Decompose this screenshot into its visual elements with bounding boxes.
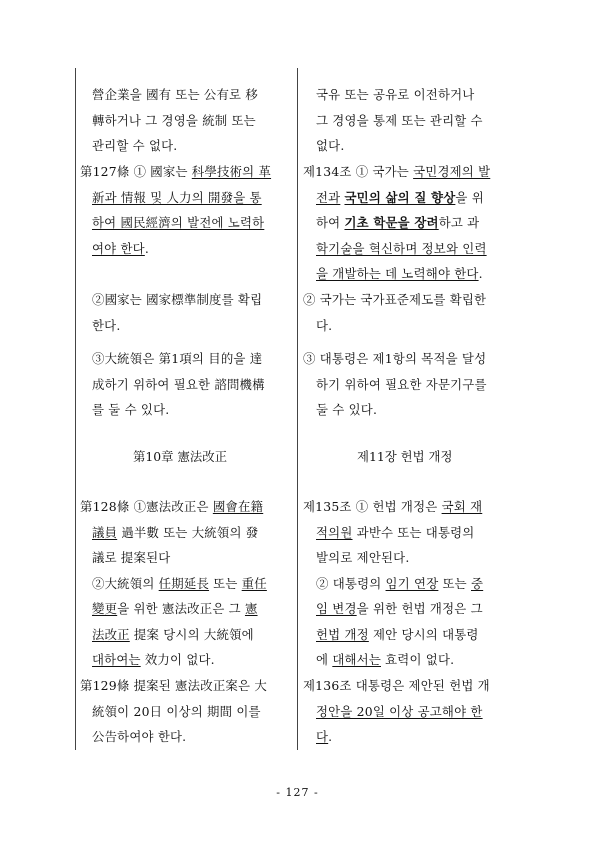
text-line: ③ 대통령은 제1항의 목적을 달성	[303, 351, 487, 366]
text-line	[303, 699, 490, 725]
text-segment: 提案 당시의 大統領에	[129, 626, 254, 642]
text-line	[303, 571, 483, 597]
underlined-text: 국민경제의 발	[413, 164, 491, 179]
text-line	[303, 236, 490, 262]
text-segment: .	[328, 729, 333, 744]
text-line: 한다.	[92, 317, 121, 333]
text-segment: 하여	[316, 215, 345, 230]
left-paragraph-2	[92, 287, 262, 338]
text-segment: 효력이 없다.	[381, 652, 455, 667]
right-paragraph-2	[303, 287, 486, 338]
text-line	[303, 647, 483, 673]
underlined-text: 議員	[92, 524, 118, 540]
text-line	[80, 647, 267, 673]
text-line	[303, 261, 490, 287]
underlined-text: 하여 國民經濟의 발전에 노력하	[92, 215, 265, 230]
text-line: ②國家는 國家標準制度를 확립	[92, 292, 263, 307]
text-segment: .	[144, 240, 149, 256]
text-line: 成하기 위하여 필요한 諮問機構	[92, 376, 265, 392]
underlined-text: 國會在籍	[212, 499, 264, 514]
text-line: 그 경영을 통제 또는 관리할 수	[316, 112, 483, 128]
underlined-text: 임기 연장	[385, 575, 439, 591]
text-segment: .	[478, 266, 483, 281]
underlined-text: 대해서는	[332, 652, 381, 667]
bold-text: 국민의 삶의 질 향상	[344, 189, 456, 205]
text-line	[80, 236, 271, 262]
text-line: ③大統領은 第1項의 目的을 達	[92, 351, 263, 366]
article-heading: 第127條 ① 國家는	[80, 164, 192, 179]
right-paragraph-3	[303, 346, 487, 423]
text-segment: ②大統領의	[92, 575, 159, 591]
right-article-135	[303, 494, 483, 673]
right-block-1	[316, 82, 483, 159]
text-line: 營企業을 國有 또는 公有로 移	[92, 87, 258, 102]
underlined-text: 국회 재	[441, 499, 483, 514]
text-segment: 效力이 없다.	[140, 652, 215, 667]
underlined-text: 憲	[244, 601, 258, 616]
left-article-127	[80, 159, 271, 261]
text-line	[80, 520, 267, 546]
text-line	[80, 494, 267, 520]
text-line: 둘 수 있다.	[316, 402, 378, 417]
text-segment: 을 위	[455, 189, 484, 205]
chapter-title-right: 제11장 헌법 개정	[357, 449, 453, 464]
text-segment: 또는	[209, 575, 242, 591]
column-divider	[297, 68, 298, 750]
underlined-text: 학기술을 혁신하며 정보와 인력	[316, 240, 487, 256]
text-line: 轉하거나 그 경영을 統制 또는	[92, 112, 256, 128]
underlined-text: 다	[316, 729, 329, 744]
text-segment: 을 위한 憲法改正은 그	[117, 601, 245, 616]
article-heading: 第128條 ①憲法改正은	[80, 499, 213, 514]
left-block-1	[92, 82, 258, 159]
text-line	[303, 159, 490, 185]
text-line: 다.	[316, 317, 333, 333]
text-line	[80, 159, 271, 185]
underlined-text: 任期延長	[158, 575, 210, 591]
left-article-129	[80, 673, 267, 750]
text-line	[303, 185, 490, 211]
text-segment: 하고 과	[438, 215, 480, 230]
text-line	[80, 571, 267, 597]
text-line	[303, 210, 490, 236]
underlined-text: 적의원	[316, 524, 353, 540]
underlined-text: 중	[471, 575, 484, 591]
underlined-text: 法改正	[92, 626, 130, 642]
text-line: 第129條 提案된 憲法改正案은 大	[80, 678, 267, 693]
text-line	[80, 596, 267, 622]
article-heading: 제135조 ① 헌법 개정은	[303, 499, 442, 514]
text-line	[80, 210, 271, 236]
text-segment: 제안 당시의 대통령	[368, 626, 479, 642]
underlined-text: 을 개발하는 데 노력해야 한다	[316, 266, 479, 281]
bold-text: 기초 학문을 장려	[344, 215, 439, 230]
text-line	[303, 520, 483, 546]
right-article-136	[303, 673, 490, 750]
text-line: 議로 提案된다	[92, 550, 171, 565]
underlined-text: 임 변경	[316, 601, 357, 616]
underlined-text: 變更	[92, 601, 118, 616]
underlined-text: 정안을 20일 이상 공고해야 한	[316, 703, 483, 719]
text-line: 公告하여야 한다.	[92, 729, 187, 744]
underlined-text: 科學技術의 革	[191, 164, 272, 179]
left-article-128	[80, 494, 267, 673]
text-line: ② 국가는 국가표준제도를 확립한	[303, 292, 487, 307]
underlined-text: 新과 情報 및 人力의 開發을 통	[92, 189, 262, 205]
text-line: 를 둘 수 있다.	[92, 402, 170, 417]
text-line: 제136조 대통령은 제안된 헌법 개	[303, 678, 490, 693]
underlined-text: 대하여는	[92, 652, 141, 667]
page-number: - 127 -	[276, 786, 319, 799]
text-line	[303, 724, 490, 750]
right-article-134	[303, 159, 490, 287]
left-paragraph-3	[92, 346, 265, 423]
text-line: 발의로 제안된다.	[316, 550, 410, 565]
text-line	[80, 185, 271, 211]
text-line: 관리할 수 없다.	[92, 138, 178, 153]
text-segment: 過半數 또는 大統領의 發	[117, 524, 259, 540]
text-segment: 과반수 또는 대통령의	[352, 524, 475, 540]
left-margin-rule	[75, 68, 76, 750]
text-segment: 또는	[438, 575, 471, 591]
text-line	[80, 622, 267, 648]
text-line	[303, 494, 483, 520]
text-line	[303, 622, 483, 648]
chapter-title-left: 第10章 憲法改正	[133, 449, 228, 464]
text-line: 統領이 20日 이상의 期間 이를	[92, 703, 261, 719]
text-line: 없다.	[316, 138, 345, 153]
text-segment: 에	[316, 652, 333, 667]
underlined-text: 전과	[316, 189, 341, 205]
text-line: 하기 위하여 필요한 자문기구를	[316, 376, 487, 392]
text-line: 국유 또는 공유로 이전하거나	[316, 87, 475, 102]
article-heading: 제134조 ① 국가는	[303, 164, 414, 179]
underlined-text: 重任	[241, 575, 267, 591]
text-segment: ② 대통령의	[316, 575, 386, 591]
underlined-text: 헌법 개정	[316, 626, 369, 642]
text-segment: 을 위한 헌법 개정은 그	[356, 601, 483, 616]
underlined-text: 여야 한다	[92, 240, 145, 256]
text-line	[303, 596, 483, 622]
